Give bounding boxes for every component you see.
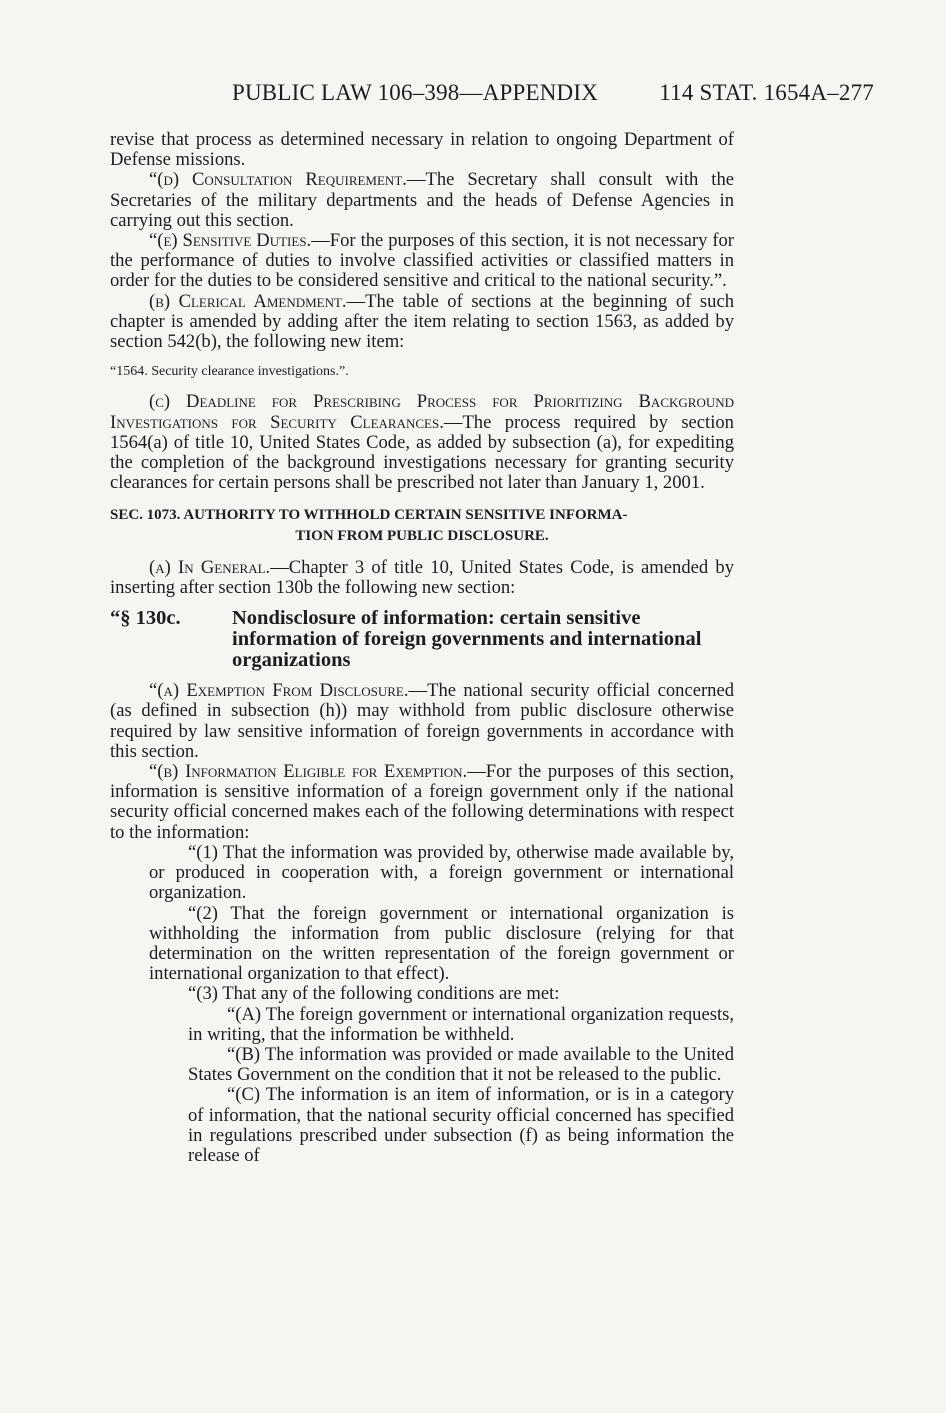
subsection-heading: “(b) Information Eligible for Exemption. xyxy=(149,761,468,783)
list-item-c: “(C) The information is an item of information, or is in a category of information, that the national security official concerned has specified in regulations prescribed under subsection (f) as being information the release of xyxy=(188,1084,734,1166)
code-section-caption: Nondisclosure of information: certain sensitive information of foreign governments and international organizations xyxy=(232,607,702,672)
running-head: PUBLIC LAW 106–398—APPENDIX xyxy=(232,80,599,105)
list-item-b: “(B) The information was provided or made available to the United States Government on the condition that it not be released to the public. xyxy=(188,1043,734,1086)
subsection-body: —The Secretary shall consult with the Secretaries of the military departments and the heads of Defense Agencies in carrying out this section. xyxy=(110,169,735,231)
code-section-number: “§ 130c. xyxy=(110,607,181,630)
table-of-sections-item: “1564. Security clearance investigations.”. xyxy=(110,364,349,380)
list-item-1: “(1) That the information was provided by, otherwise made available by, or produced in cooperation with, a foreign government or international organization. xyxy=(149,841,734,904)
code-section-title xyxy=(110,608,734,671)
page-header xyxy=(232,80,874,106)
paragraph-b-clerical xyxy=(110,292,734,353)
body-text xyxy=(110,130,734,1166)
subsection-heading: (c) Deadline for Prescribing Process for Prioritizing Background Investigations for Security Clearances. xyxy=(110,391,734,433)
subsection-heading: “(a) Exemption From Disclosure. xyxy=(149,680,409,702)
paragraph-a-exemption xyxy=(110,681,734,762)
subsection-heading: “(e) Sensitive Duties. xyxy=(149,230,312,252)
subsection-heading: (a) In General. xyxy=(149,556,271,578)
section-heading xyxy=(110,505,734,545)
paragraph-c-deadline xyxy=(110,392,734,493)
list-item-3: “(3) That any of the following conditions are met: xyxy=(188,983,560,1005)
paragraph-d-consultation xyxy=(110,170,734,231)
subsection-body: —The process required by section 1564(a) of title 10, United States Code, as added by subsection (a), for expediting the completion of the background investigations necessary for granting security clearances for certain persons shall be prescribed not later than January 1, 2001. xyxy=(110,411,734,494)
paragraph-b-eligible xyxy=(110,762,734,843)
section-heading-line: SEC. 1073. AUTHORITY TO WITHHOLD CERTAIN SENSITIVE INFORMA- xyxy=(110,507,628,524)
subsection-body: —The national security official concerned (as defined in subsection (h)) may withhold from public disclosure otherwise required by law sensitive information of foreign governments in accordance with this section. xyxy=(110,680,734,762)
list-item-2: “(2) That the foreign government or international organization is withholding the information from public disclosure (relying for that determination on the written representation of the foreign government or international organization to that effect). xyxy=(149,902,734,985)
paragraph: revise that process as determined necessary in relation to ongoing Department of Defense missions. xyxy=(110,129,734,171)
paragraph-e-sensitive-duties xyxy=(110,231,734,292)
list-item-a: “(A) The foreign government or international organization requests, in writing, that the information be withheld. xyxy=(188,1003,734,1045)
subsection-heading: “(d) Consultation Requirement. xyxy=(149,169,407,191)
paragraph-a-in-general xyxy=(110,558,734,598)
subsection-body: —For the purposes of this section, information is sensitive information of a foreign government only if the national security official concerned makes each of the following determinations with respect to the information: xyxy=(110,761,734,843)
statute-page-number: 114 STAT. 1654A–277 xyxy=(659,80,874,105)
subsection-heading: (b) Clerical Amendment. xyxy=(149,290,347,312)
section-heading-line: TION FROM PUBLIC DISCLOSURE. xyxy=(295,527,549,544)
subsection-body: —For the purposes of this section, it is not necessary for the performance of duties to involve classified activities or classified matters in order for the duties to be considered sensitive and critical to the national security.”. xyxy=(110,230,734,292)
subsection-body: —Chapter 3 of title 10, United States Code, is amended by inserting after section 130b the following new section: xyxy=(110,556,734,599)
subsection-body: —The table of sections at the beginning of such chapter is amended by adding after the item relating to section 1563, as added by section 542(b), the following new item: xyxy=(110,290,734,353)
